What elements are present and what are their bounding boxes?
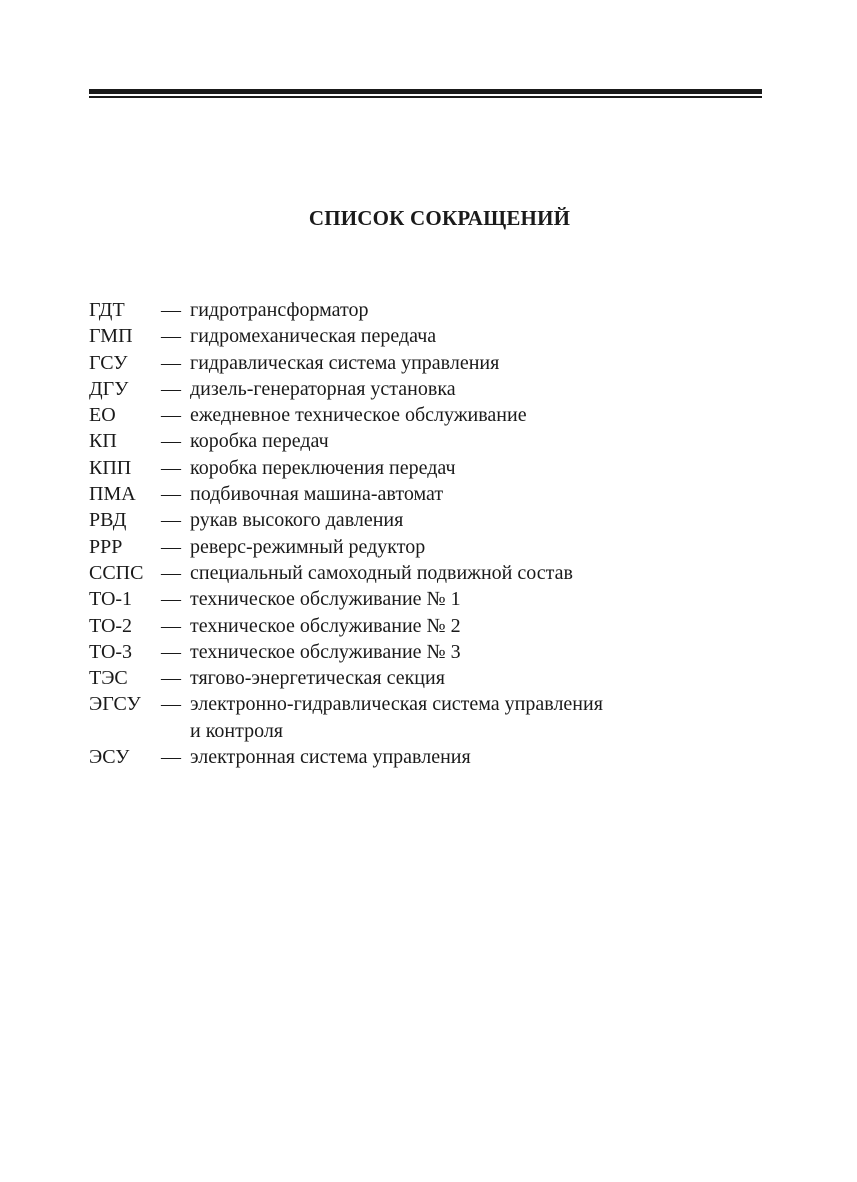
abbreviation-meaning bbox=[190, 534, 789, 560]
abbreviation-meaning bbox=[190, 665, 789, 691]
header-rule-thin bbox=[89, 96, 762, 98]
abbreviation-dash: — bbox=[161, 746, 181, 769]
abbreviation-code: ЕО bbox=[89, 404, 116, 427]
abbreviation-dash: — bbox=[161, 509, 181, 532]
abbreviation-row bbox=[89, 297, 789, 323]
abbreviation-meaning bbox=[190, 586, 789, 612]
abbreviation-meaning-line: гидромеханическая передача bbox=[190, 325, 437, 348]
abbreviation-row bbox=[89, 691, 789, 744]
abbreviation-dash: — bbox=[161, 351, 181, 374]
abbreviation-dash: — bbox=[161, 667, 181, 690]
abbreviation-meaning bbox=[190, 613, 789, 639]
abbreviation-dash: — bbox=[161, 404, 181, 427]
abbreviation-meaning-line: техническое обслуживание № 1 bbox=[190, 588, 461, 611]
abbreviation-dash: — bbox=[161, 325, 181, 348]
abbreviation-row bbox=[89, 586, 789, 612]
abbreviation-meaning-line: электронная система управления bbox=[190, 746, 471, 769]
abbreviation-row bbox=[89, 613, 789, 639]
abbreviation-code: ДГУ bbox=[89, 377, 129, 400]
abbreviation-row bbox=[89, 428, 789, 454]
abbreviation-meaning bbox=[190, 744, 789, 770]
abbreviation-row bbox=[89, 350, 789, 376]
abbreviation-row bbox=[89, 744, 789, 770]
abbreviation-dash: — bbox=[161, 693, 181, 716]
abbreviation-meaning bbox=[190, 481, 789, 507]
abbreviation-list bbox=[89, 297, 789, 770]
abbreviation-code: ГМП bbox=[89, 325, 133, 348]
abbreviation-code: ТО-3 bbox=[89, 640, 133, 663]
abbreviation-code: КП bbox=[89, 430, 117, 453]
abbreviation-dash: — bbox=[161, 535, 181, 558]
abbreviation-meaning bbox=[190, 402, 789, 428]
abbreviation-meaning bbox=[190, 376, 789, 402]
abbreviation-dash: — bbox=[161, 299, 181, 321]
abbreviation-meaning bbox=[190, 428, 789, 454]
abbreviation-dash: — bbox=[161, 430, 181, 453]
abbreviation-meaning-line: техническое обслуживание № 2 bbox=[190, 614, 461, 637]
abbreviation-row bbox=[89, 560, 789, 586]
abbreviation-dash: — bbox=[161, 614, 181, 637]
abbreviation-row bbox=[89, 534, 789, 560]
abbreviation-meaning-line: гидротрансформатор bbox=[190, 299, 369, 321]
abbreviation-meaning-line: подбивочная машина-автомат bbox=[190, 483, 444, 506]
abbreviation-code: ССПС bbox=[89, 561, 144, 584]
abbreviation-code: ГДТ bbox=[89, 299, 125, 321]
abbreviation-code: ЭСУ bbox=[89, 746, 130, 769]
abbreviation-row bbox=[89, 323, 789, 349]
abbreviation-row bbox=[89, 481, 789, 507]
abbreviation-code: РРР bbox=[89, 535, 123, 558]
abbreviation-meaning bbox=[190, 639, 789, 665]
abbreviation-meaning-line: реверс-режимный редуктор bbox=[190, 535, 426, 558]
abbreviation-dash: — bbox=[161, 640, 181, 663]
abbreviation-code: ЭГСУ bbox=[89, 693, 141, 716]
abbreviation-code: КПП bbox=[89, 456, 132, 479]
abbreviation-meaning-line: техническое обслуживание № 3 bbox=[190, 640, 461, 663]
abbreviation-row bbox=[89, 402, 789, 428]
abbreviation-row bbox=[89, 507, 789, 533]
abbreviation-meaning-line: рукав высокого давления bbox=[190, 509, 404, 532]
abbreviation-dash: — bbox=[161, 483, 181, 506]
abbreviation-row bbox=[89, 376, 789, 402]
abbreviation-meaning-line: электронно-гидравлическая система управления bbox=[190, 693, 603, 716]
abbreviation-meaning bbox=[190, 691, 789, 744]
abbreviation-dash: — bbox=[161, 377, 181, 400]
abbreviation-code: РВД bbox=[89, 509, 127, 532]
abbreviation-row bbox=[89, 455, 789, 481]
abbreviation-meaning-line: гидравлическая система управления bbox=[190, 351, 500, 374]
abbreviation-row bbox=[89, 665, 789, 691]
abbreviation-code: ТЭС bbox=[89, 667, 128, 690]
abbreviation-dash: — bbox=[161, 588, 181, 611]
abbreviation-row bbox=[89, 639, 789, 665]
abbreviation-code: ТО-1 bbox=[89, 588, 133, 611]
abbreviation-dash: — bbox=[161, 561, 181, 584]
abbreviation-meaning-line: ежедневное техническое обслуживание bbox=[190, 404, 527, 427]
abbreviation-meaning bbox=[190, 560, 789, 586]
abbreviation-code: ГСУ bbox=[89, 351, 128, 374]
abbreviation-meaning-line: коробка переключения передач bbox=[190, 456, 456, 479]
abbreviation-meaning bbox=[190, 350, 789, 376]
abbreviation-meaning bbox=[190, 455, 789, 481]
page-title: СПИСОК СОКРАЩЕНИЙ bbox=[308, 206, 571, 231]
abbreviation-meaning-line: дизель-генераторная установка bbox=[190, 377, 456, 400]
abbreviation-meaning-line: коробка передач bbox=[190, 430, 329, 453]
abbreviation-meaning-line: тягово-энергетическая секция bbox=[190, 667, 445, 690]
header-rule-thick bbox=[89, 89, 762, 94]
abbreviation-code: ПМА bbox=[89, 483, 136, 506]
abbreviation-meaning bbox=[190, 323, 789, 349]
abbreviation-meaning bbox=[190, 297, 789, 323]
abbreviation-dash: — bbox=[161, 456, 181, 479]
abbreviation-code: ТО-2 bbox=[89, 614, 133, 637]
abbreviation-meaning bbox=[190, 507, 789, 533]
abbreviation-meaning-line: специальный самоходный подвижной состав bbox=[190, 561, 573, 584]
abbreviation-meaning-line: и контроля bbox=[190, 719, 284, 742]
